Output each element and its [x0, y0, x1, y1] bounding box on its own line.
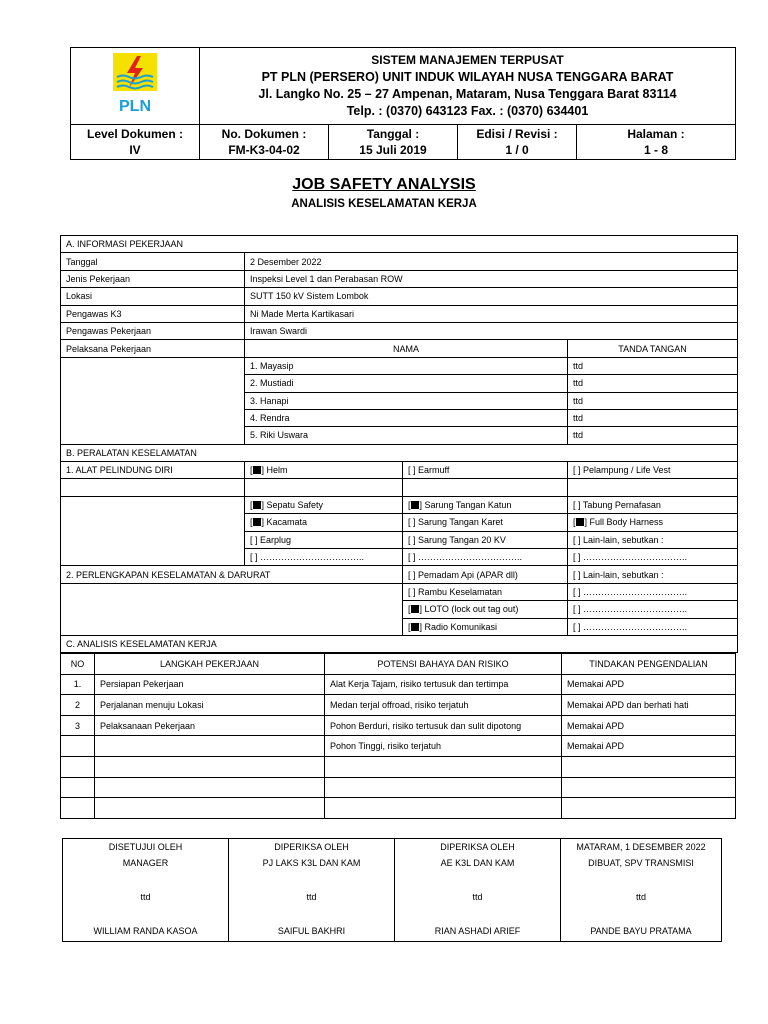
checkbox-other[interactable]: [ ] …………………………….. [568, 549, 738, 566]
checkbox-loto[interactable]: [ ] LOTO (lock out tag out) [403, 601, 568, 618]
section-a-heading: A. INFORMASI PEKERJAAN [61, 236, 738, 253]
checkbox-earmuff[interactable]: [ ] Earmuff [403, 462, 568, 479]
checkbox-other[interactable]: [ ] …………………………….. [568, 618, 738, 635]
document-header [70, 47, 736, 160]
job-info-form [60, 235, 738, 653]
system-name: SISTEM MANAJEMEN TERPUSAT [371, 53, 564, 67]
meta-date: Tanggal : 15 Juli 2019 [329, 125, 458, 160]
info-row: Lokasi SUTT 150 kV Sistem Lombok [61, 288, 738, 305]
worker-row: 4. Rendra ttd [61, 409, 738, 426]
col-tanda-tangan: TANDA TANGAN [568, 340, 738, 357]
safety-analysis-table [60, 653, 736, 819]
info-row: Pengawas Pekerjaan Irawan Swardi [61, 322, 738, 339]
signature-block: DIPERIKSA OLEH PJ LAKS K3L DAN KAM ttd SAIFUL BAKHRI [229, 839, 395, 942]
meta-level: Level Dokumen : IV [71, 125, 200, 160]
checkbox-kacamata[interactable]: [ ] Kacamata [245, 514, 403, 531]
signature-block: DIPERIKSA OLEH AE K3L DAN KAM ttd RIAN ASHADI ARIEF [395, 839, 561, 942]
checkbox-tabung-pernafasan[interactable]: [ ] Tabung Pernafasan [568, 496, 738, 513]
document-meta-row [71, 125, 736, 160]
checkbox-pemadam-api[interactable]: [ ] Pemadam Api (APAR dll) [403, 566, 568, 583]
table-row: 2 Perjalanan menuju Lokasi Medan terjal offroad, risiko terjatuh Memakai APD dan berhati hati [61, 695, 736, 716]
company-name: PT PLN (PERSERO) UNIT INDUK WILAYAH NUSA TENGGARA BARAT [261, 70, 674, 84]
signer-name: SAIFUL BAKHRI [277, 926, 346, 936]
checkbox-sarung-tangan-karet[interactable]: [ ] Sarung Tangan Karet [403, 514, 568, 531]
table-row [61, 798, 736, 819]
signer-name: WILLIAM RANDA KASOA [93, 926, 198, 936]
pln-logo [71, 48, 200, 125]
company-info [200, 48, 736, 125]
pln-logo-icon [107, 51, 163, 117]
section-b-heading: B. PERALATAN KESELAMATAN [61, 444, 738, 461]
company-phone: Telp. : (0370) 643123 Fax. : (0370) 634401 [346, 104, 589, 118]
checked-box-icon [576, 518, 584, 526]
checkbox-radio-komunikasi[interactable]: [ ] Radio Komunikasi [403, 618, 568, 635]
table-row: 3 Pelaksanaan Pekerjaan Pohon Berduri, risiko tertusuk dan sulit dipotong Memakai APD [61, 715, 736, 736]
signature-mark: ttd [306, 892, 317, 902]
signature-mark: ttd [140, 892, 151, 902]
checkbox-other[interactable]: [ ] …………………………….. [245, 549, 403, 566]
checkbox-sarung-tangan-katun[interactable]: [ ] Sarung Tangan Katun [403, 496, 568, 513]
section-c-heading: C. ANALISIS KESELAMATAN KERJA [61, 635, 738, 652]
info-row: Tanggal 2 Desember 2022 [61, 253, 738, 270]
checked-box-icon [253, 501, 261, 509]
checked-box-icon [253, 518, 261, 526]
darurat-label: 2. PERLENGKAPAN KESELAMATAN & DARURAT [61, 566, 403, 583]
table-header: NO LANGKAH PEKERJAAN POTENSI BAHAYA DAN RISIKO TINDAKAN PENGENDALIAN [61, 654, 736, 675]
table-row [61, 777, 736, 798]
checked-box-icon [253, 466, 261, 474]
page-subtitle: ANALISIS KESELAMATAN KERJA [291, 198, 477, 210]
pelaksana-label: Pelaksana Pekerjaan [61, 340, 245, 357]
worker-row: 2. Mustiadi ttd [61, 375, 738, 392]
signature-mark: ttd [472, 892, 483, 902]
signature-block: DISETUJUI OLEH MANAGER ttd WILLIAM RANDA KASOA [63, 839, 229, 942]
worker-row: 3. Hanapi ttd [61, 392, 738, 409]
meta-number: No. Dokumen : FM-K3-04-02 [200, 125, 329, 160]
signature-table [62, 838, 722, 942]
checkbox-rambu-keselamatan[interactable]: [ ] Rambu Keselamatan [403, 583, 568, 600]
info-row: Jenis Pekerjaan Inspeksi Level 1 dan Perabasan ROW [61, 270, 738, 287]
checkbox-sepatu-safety[interactable]: [ ] Sepatu Safety [245, 496, 403, 513]
meta-edition: Edisi / Revisi : 1 / 0 [458, 125, 577, 160]
signer-name: RIAN ASHADI ARIEF [434, 926, 521, 936]
checked-box-icon [411, 605, 419, 613]
checkbox-other[interactable]: [ ] …………………………….. [568, 601, 738, 618]
checked-box-icon [411, 623, 419, 631]
checkbox-lain-lain[interactable]: [ ] Lain-lain, sebutkan : [568, 531, 738, 548]
table-row: Pohon Tinggi, risiko terjatuh Memakai APD [61, 736, 736, 757]
checkbox-lain-lain[interactable]: [ ] Lain-lain, sebutkan : [568, 566, 738, 583]
signature-mark: ttd [635, 892, 646, 902]
worker-row: 1. Mayasip ttd [61, 357, 738, 374]
signature-block: MATARAM, 1 DESEMBER 2022 DIBUAT, SPV TRANSMISI ttd PANDE BAYU PRATAMA [561, 839, 722, 942]
checkbox-sarung-tangan-20kv[interactable]: [ ] Sarung Tangan 20 KV [403, 531, 568, 548]
checkbox-other[interactable]: [ ] …………………………….. [403, 549, 568, 566]
company-address: Jl. Langko No. 25 – 27 Ampenan, Mataram, Nusa Tenggara Barat 83114 [258, 87, 677, 101]
checkbox-life-vest[interactable]: [ ] Pelampung / Life Vest [568, 462, 738, 479]
col-nama: NAMA [245, 340, 568, 357]
apd-label: 1. ALAT PELINDUNG DIRI [61, 462, 245, 479]
worker-row: 5. Riki Uswara ttd [61, 427, 738, 444]
meta-page: Halaman : 1 - 8 [577, 125, 736, 160]
checkbox-earplug[interactable]: [ ] Earplug [245, 531, 403, 548]
table-row: 1. Persiapan Pekerjaan Alat Kerja Tajam, risiko tertusuk dan tertimpa Memakai APD [61, 674, 736, 695]
checked-box-icon [411, 501, 419, 509]
logo-text: PLN [119, 97, 151, 115]
checkbox-full-body-harness[interactable]: [ ] Full Body Harness [568, 514, 738, 531]
checkbox-helm[interactable]: [ ] Helm [245, 462, 403, 479]
page-title: JOB SAFETY ANALYSIS [292, 176, 476, 193]
info-row: Pengawas K3 Ni Made Merta Kartikasari [61, 305, 738, 322]
checkbox-other[interactable]: [ ] …………………………….. [568, 583, 738, 600]
table-row [61, 756, 736, 777]
signer-name: PANDE BAYU PRATAMA [590, 926, 692, 936]
